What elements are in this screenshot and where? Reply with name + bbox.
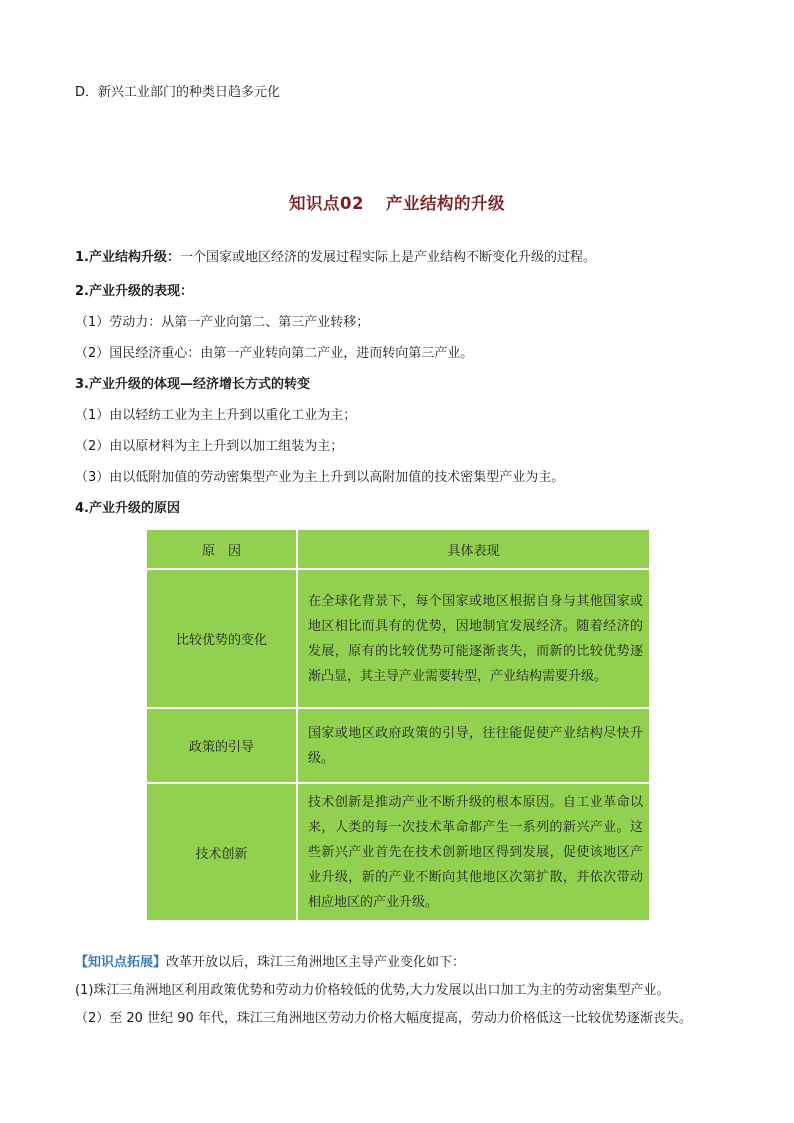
table-header-row [146,529,650,569]
paragraph-2-item: （2）国民经济重心：由第一产业转向第二产业，进而转向第三产业。 [75,346,474,361]
table-cell-detail: 技术创新是推动产业不断升级的根本原因。自工业革命以来，人类的每一次技术革命都产生一系列的新兴产业。这些新兴产业首先在技术创新地区得到发展，促使该地区产业升级，新的产业不断向其他地区次第扩散，并依次带动相应地区的产业升级。 [297,783,650,921]
table-row [146,569,650,708]
extension-intro-line [75,954,465,972]
previous-option-d: D．新兴工业部门的种类日趋多元化 [75,85,281,100]
paragraph-2-item: （1）劳动力：从第一产业向第二、第三产业转移； [75,315,370,330]
extension-tag: 【知识点拓展】 [75,955,167,970]
table-row [146,708,650,783]
table-cell-reason: 比较优势的变化 [146,569,297,708]
table-header-detail: 具体表现 [297,529,650,569]
table-row [146,783,650,921]
table-cell-reason: 技术创新 [146,783,297,921]
paragraph-3-heading: 3.产业升级的体现—经济增长方式的转变 [75,377,310,392]
paragraph-2-heading: 2.产业升级的表现： [75,284,193,299]
paragraph-4-heading: 4.产业升级的原因 [75,501,180,516]
extension-item: （2）至 20 世纪 90 年代，珠江三角洲地区劳动力价格大幅度提高，劳动力价格低这一比较优势逐渐丧失。 [75,1011,692,1026]
extension-intro: 改革开放以后，珠江三角洲地区主导产业变化如下： [166,955,466,970]
table-cell-detail: 国家或地区政府政策的引导，往往能促使产业结构尽快升级。 [297,708,650,783]
paragraph-3-item: （1）由以轻纺工业为主上升到以重化工业为主； [75,408,357,423]
paragraph-1-label: 1.产业结构升级： [75,250,180,265]
paragraph-3-item: （3）由以低附加值的劳动密集型产业为主上升到以高附加值的技术密集型产业为主。 [75,470,565,485]
section-title-prefix: 知识点02 [289,194,364,213]
reasons-table [145,528,651,922]
extension-item: (1)珠江三角洲地区利用政策优势和劳动力价格较低的优势,大力发展以出口加工为主的劳动密集型产业。 [75,983,670,998]
paragraph-1 [75,249,596,267]
paragraph-1-text: 一个国家或地区经济的发展过程实际上是产业结构不断变化升级的过程。 [179,250,596,265]
section-title-name: 产业结构的升级 [385,194,505,213]
table-cell-reason: 政策的引导 [146,708,297,783]
section-title [0,190,794,214]
paragraph-3-item: （2）由以原材料为主上升到以加工组装为主； [75,439,344,454]
table-cell-detail: 在全球化背景下，每个国家或地区根据自身与其他国家或地区相比而具有的优势，因地制宜发展经济。随着经济的发展，原有的比较优势可能逐渐丧失，而新的比较优势逐渐凸显，其主导产业需要转型，产业结构需要升级。 [297,569,650,708]
table-header-reason: 原 因 [146,529,297,569]
